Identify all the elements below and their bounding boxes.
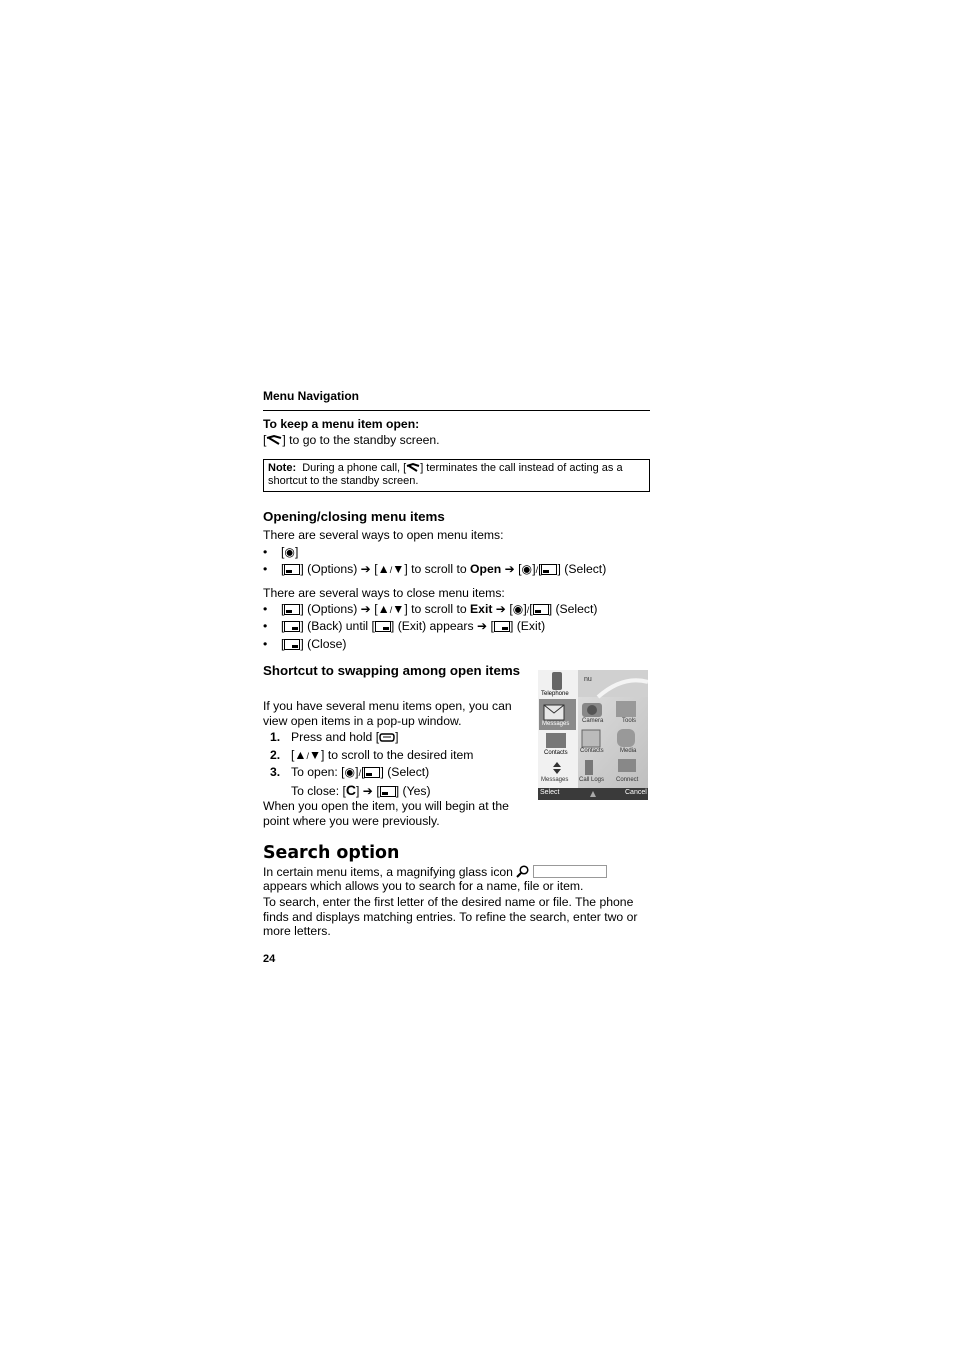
step-1: 1. Press and hold [ ] xyxy=(270,730,399,744)
keep-open-text: [ ] to go to the standby screen. xyxy=(263,433,440,447)
page-number: 24 xyxy=(263,953,276,965)
app-label: Contacts xyxy=(544,750,568,756)
note-box xyxy=(263,459,650,492)
right-softkey-icon xyxy=(494,621,510,632)
right-softkey-icon xyxy=(284,639,300,650)
left-softkey-icon xyxy=(284,564,300,575)
note-text-b: ] terminates the call instead of acting as a shortcut to the standby screen. xyxy=(268,462,623,488)
shortcut-outro: When you open the item, you will begin at the point where you were previously. xyxy=(263,799,509,828)
app-label: Messages xyxy=(541,777,569,783)
search-heading: Search option xyxy=(263,843,400,863)
app-label: Messages xyxy=(542,721,570,727)
keep-open-title: To keep a menu item open: xyxy=(263,417,420,431)
close-item-2: • [ ] (Back) until [ ] (Exit) appears ➔ [ ] (Exit) xyxy=(263,619,546,633)
close-item-1: • [ ] (Options) ➔ [▲/▼] to scroll to Exit ➔ [◉]/[ ] (Select) xyxy=(263,602,598,616)
left-softkey-icon xyxy=(533,604,549,615)
note-text-a: During a phone call, [ xyxy=(302,462,407,474)
open-item-2: • [ ] (Options) ➔ [▲/▼] to scroll to Open ➔ [◉]/[ ] (Select) xyxy=(263,562,607,576)
close-intro: There are several ways to close menu items: xyxy=(263,586,505,600)
left-softkey-icon xyxy=(380,786,396,797)
search-paragraph-1a: In certain menu items, a magnifying glass icon xyxy=(263,865,607,880)
step-2: 2. [▲/▼] to scroll to the desired item xyxy=(270,748,474,762)
clear-key-icon: C xyxy=(345,782,356,798)
left-softkey-icon xyxy=(364,767,380,778)
center-key-icon: ◉ xyxy=(284,545,296,559)
right-softkey-icon xyxy=(375,621,391,632)
section-header: Menu Navigation xyxy=(263,389,360,403)
right-softkey-icon xyxy=(284,621,300,632)
end-key-icon xyxy=(406,462,420,473)
softkey-right-label: Cancel xyxy=(625,789,647,796)
app-label: Tools xyxy=(622,718,637,724)
note-label: Note: xyxy=(268,462,297,474)
step-3: 3. To open: [◉]/[ ] (Select) xyxy=(270,765,430,779)
shortcut-intro: If you have several menu items open, you can view open items in a pop-up window. xyxy=(263,699,512,728)
end-key-icon xyxy=(266,434,282,446)
left-softkey-icon xyxy=(284,604,300,615)
close-item-3: • [ ] (Close) xyxy=(263,637,347,651)
app-label: Contacts xyxy=(580,748,604,754)
header-divider xyxy=(263,410,650,411)
app-label: Camera xyxy=(582,718,604,724)
phone-menu-screenshot xyxy=(538,670,648,800)
left-softkey-icon xyxy=(541,564,557,575)
search-paragraph-2: To search, enter the first letter of the desired name or file. The phone finds and displays matching entries. To refine the search, enter two or more letters. xyxy=(263,895,638,939)
open-item-1: • [◉] xyxy=(263,545,299,559)
screen-title-fragment: nu xyxy=(584,676,592,683)
softkey-left-label: Select xyxy=(540,789,560,796)
keep-open-description: ] to go to the standby screen. xyxy=(282,433,440,447)
open-intro: There are several ways to open menu items: xyxy=(263,528,504,542)
search-field-icon xyxy=(533,865,607,878)
search-paragraph-1b: appears which allows you to search for a name, file or item. xyxy=(263,879,584,893)
swap-key-icon xyxy=(379,732,395,743)
step-3-close: To close: [C] ➔ [ ] (Yes) xyxy=(291,782,431,798)
app-label: Call Logs xyxy=(579,777,605,783)
app-label: Telephone xyxy=(541,691,569,697)
app-label: Media xyxy=(620,748,637,754)
magnifying-glass-icon xyxy=(516,865,530,878)
shortcut-heading: Shortcut to swapping among open items xyxy=(263,663,521,678)
opening-heading: Opening/closing menu items xyxy=(263,509,445,524)
app-label: Connect xyxy=(616,777,639,783)
